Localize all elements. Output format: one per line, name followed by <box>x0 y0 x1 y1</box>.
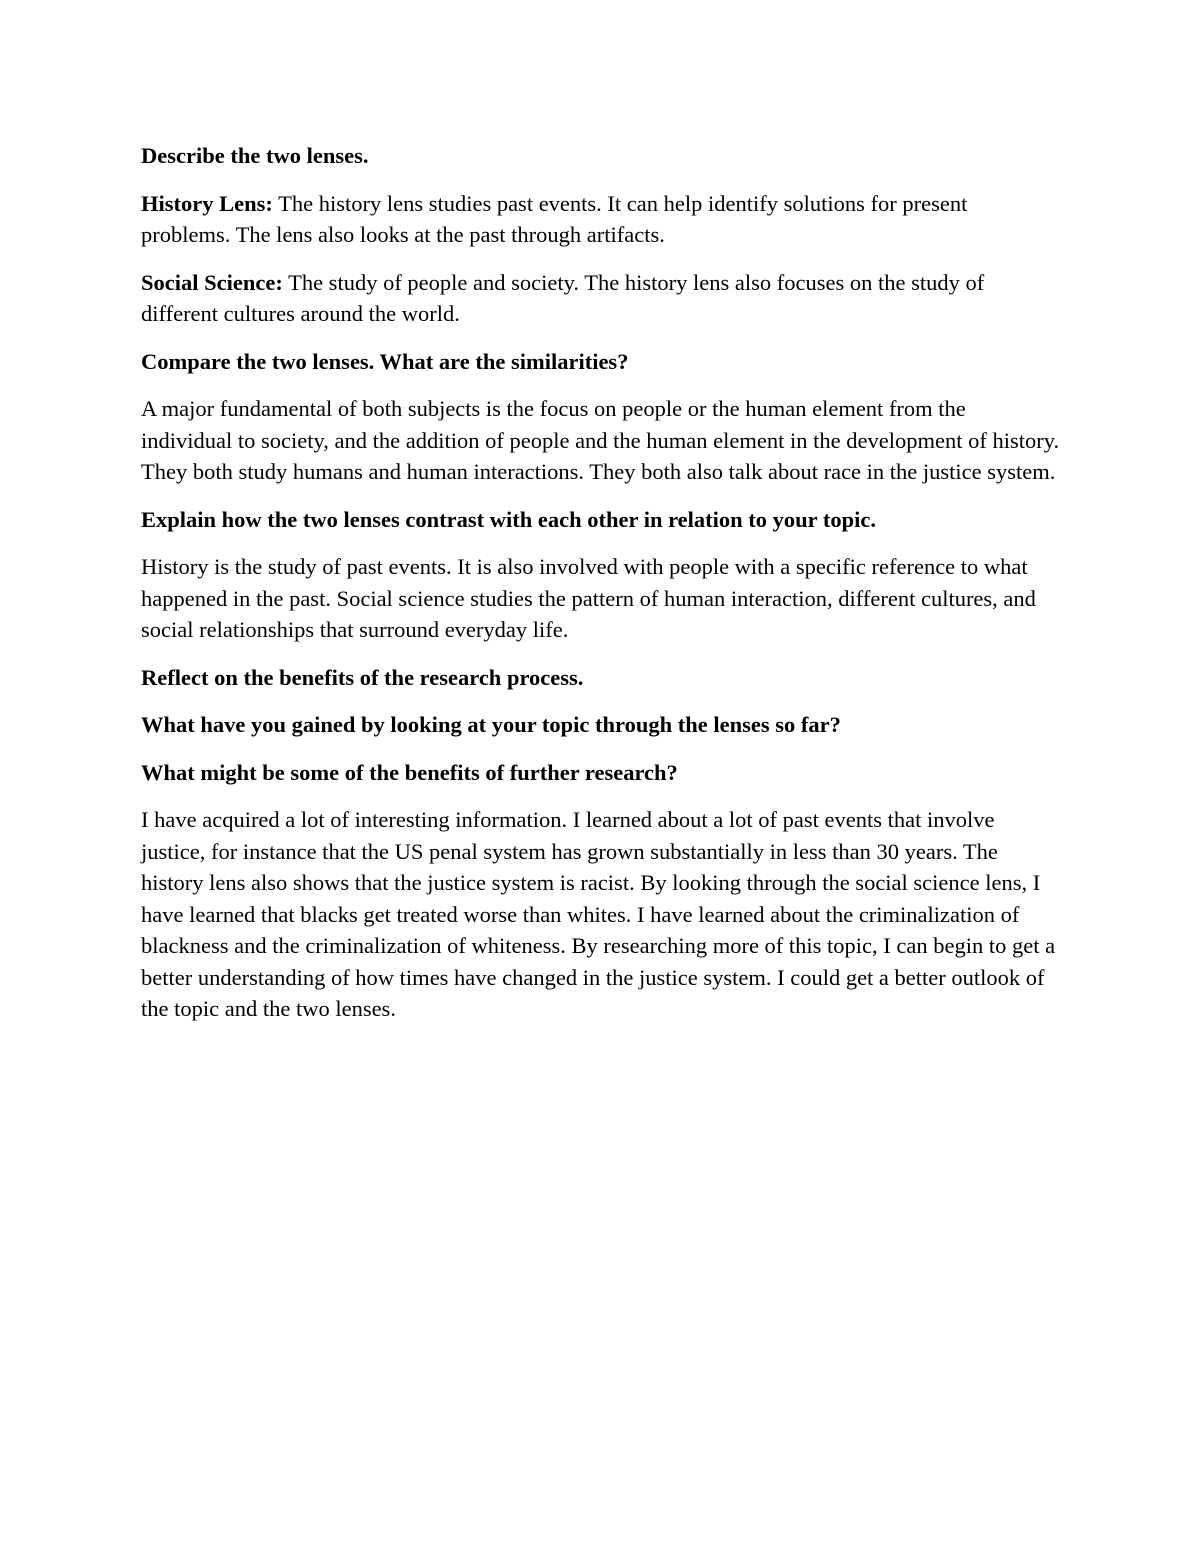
answer-reflection: I have acquired a lot of interesting information. I learned about a lot of past events that involve justice, for instance that the US penal system has grown substantially in less than 30 years. The history lens also shows that the justice system is racist. By looking through the social science lens, I have learned that blacks get treated worse than whites. I have learned about the criminalization of blackness and the criminalization of whiteness. By researching more of this topic, I can begin to get a better understanding of how times have changed in the justice system. I could get a better outlook of the topic and the two lenses. <box>141 807 1056 1021</box>
history-lens-label: History Lens: <box>141 190 273 216</box>
question-compare-lenses: Compare the two lenses. What are the similarities? <box>141 348 629 374</box>
social-science-text: The study of people and society. The history lens also focuses on the study of different cultures around the world. <box>141 269 985 326</box>
history-lens-text: The history lens studies past events. It can help identify solutions for present problems. The lens also looks at the past through artifacts. <box>141 190 968 247</box>
question-further-research: What might be some of the benefits of further research? <box>141 759 678 785</box>
document-body <box>141 140 1061 1041</box>
question-gained: What have you gained by looking at your topic through the lenses so far? <box>141 712 841 737</box>
social-science-paragraph <box>141 267 1061 330</box>
answer-contrast: History is the study of past events. It is also involved with people with a specific reference to what happened in the past. Social science studies the pattern of human interaction, different cultures, and social relationships that surround everyday life. <box>141 554 1036 642</box>
social-science-label: Social Science: <box>141 269 283 295</box>
question-contrast-lenses: Explain how the two lenses contrast with each other in relation to your topic. <box>141 506 876 532</box>
answer-similarities: A major fundamental of both subjects is the focus on people or the human element from the individual to society, and the addition of people and the human element in the development of history. They both study humans and human interactions. They both also talk about race in the justice system. <box>141 396 1060 484</box>
question-reflect-benefits: Reflect on the benefits of the research process. <box>141 664 584 690</box>
question-describe-lenses: Describe the two lenses. <box>141 143 369 168</box>
history-lens-paragraph <box>141 188 1061 251</box>
